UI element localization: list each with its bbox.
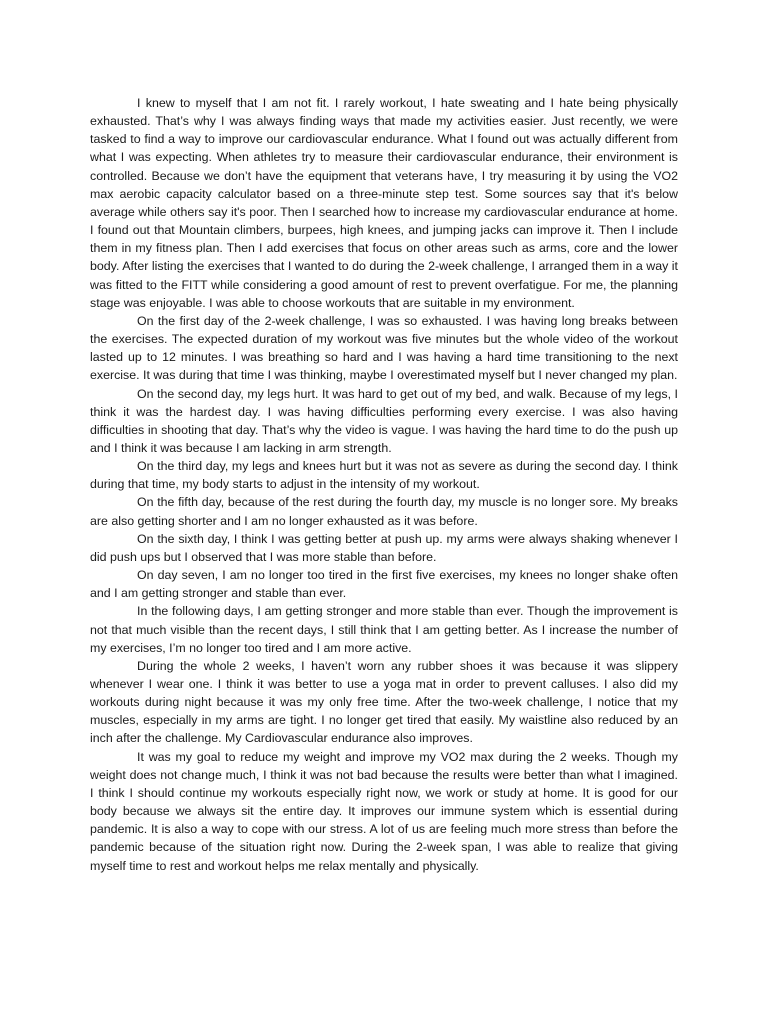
paragraph: In the following days, I am getting stronger and more stable than ever. Though the improvement is not that much visible than the recent days, I still think that I am getting better. As I increase the number of my exercises, I’m no longer too tired and I am more active.: [90, 604, 678, 655]
paragraph: I knew to myself that I am not fit. I rarely workout, I hate sweating and I hate being physically exhausted. That’s why I was always finding ways that made my activities easier. Just recently, we were tasked to find a way to improve our cardiovascular endurance. What I found out was actually different from what I was expecting. When athletes try to measure their cardiovascular endurance, their environment is controlled. Because we don’t have the equipment that veterans have, I try measuring it by using the VO2 max aerobic capacity calculator based on a three-minute step test. Some sources say that it's below average while others say it's poor. Then I searched how to increase my cardiovascular endurance at home. I found out that Mountain climbers, burpees, high knees, and jumping jacks can improve it. Then I include them in my fitness plan. Then I add exercises that focus on other areas such as arms, core and the lower body. After listing the exercises that I wanted to do during the 2-week challenge, I arranged them in a way it was fitted to the FITT while considering a good amount of rest to prevent overfatigue. For me, the planning stage was enjoyable. I was able to choose workouts that are suitable in my environment.: [90, 96, 678, 310]
paragraph: On day seven, I am no longer too tired in the first five exercises, my knees no longer shake often and I am getting stronger and stable than ever.: [90, 568, 678, 601]
essay-body: [90, 94, 678, 875]
paragraph: On the sixth day, I think I was getting better at push up. my arms were always shaking whenever I did push ups but I observed that I was more stable than before.: [90, 531, 678, 564]
paragraph: On the fifth day, because of the rest during the fourth day, my muscle is no longer sore. My breaks are also getting shorter and I am no longer exhausted as it was before.: [90, 495, 678, 528]
paragraph: During the whole 2 weeks, I haven’t worn any rubber shoes it was because it was slippery whenever I wear one. I think it was better to use a yoga mat in order to prevent calluses. I also did my workouts during night because it was my only free time. After the two-week challenge, I notice that my muscles, especially in my arms are tight. I no longer get tired that easily. My waistline also reduced by an inch after the challenge. My Cardiovascular endurance also improves.: [90, 658, 678, 746]
paragraph: On the first day of the 2-week challenge, I was so exhausted. I was having long breaks between the exercises. The expected duration of my workout was five minutes but the whole video of the workout lasted up to 12 minutes. I was breathing so hard and I was having a hard time transitioning to the next exercise. It was during that time I was thinking, maybe I overestimated myself but I never changed my plan.: [90, 313, 678, 383]
paragraph: On the third day, my legs and knees hurt but it was not as severe as during the second day. I think during that time, my body starts to adjust in the intensity of my workout.: [90, 459, 678, 492]
paragraph: On the second day, my legs hurt. It was hard to get out of my bed, and walk. Because of my legs, I think it was the hardest day. I was having difficulties performing every exercise. I was also having difficulties in shooting that day. That’s why the video is vague. I was having the hard time to do the push up and I think it was because I am lacking in arm strength.: [90, 386, 678, 455]
paragraph: It was my goal to reduce my weight and improve my VO2 max during the 2 weeks. Though my weight does not change much, I think it was not bad because the results were better than what I imagined. I think I should continue my workouts especially right now, we work or study at home. It is good for our body because we always sit the entire day. It improves our immune system which is essential during pandemic. It is also a way to cope with our stress. A lot of us are feeling much more stress than before the pandemic because of the situation right now. During the 2-week span, I was able to realize that giving myself time to rest and workout helps me relax mentally and physically.: [90, 749, 678, 873]
